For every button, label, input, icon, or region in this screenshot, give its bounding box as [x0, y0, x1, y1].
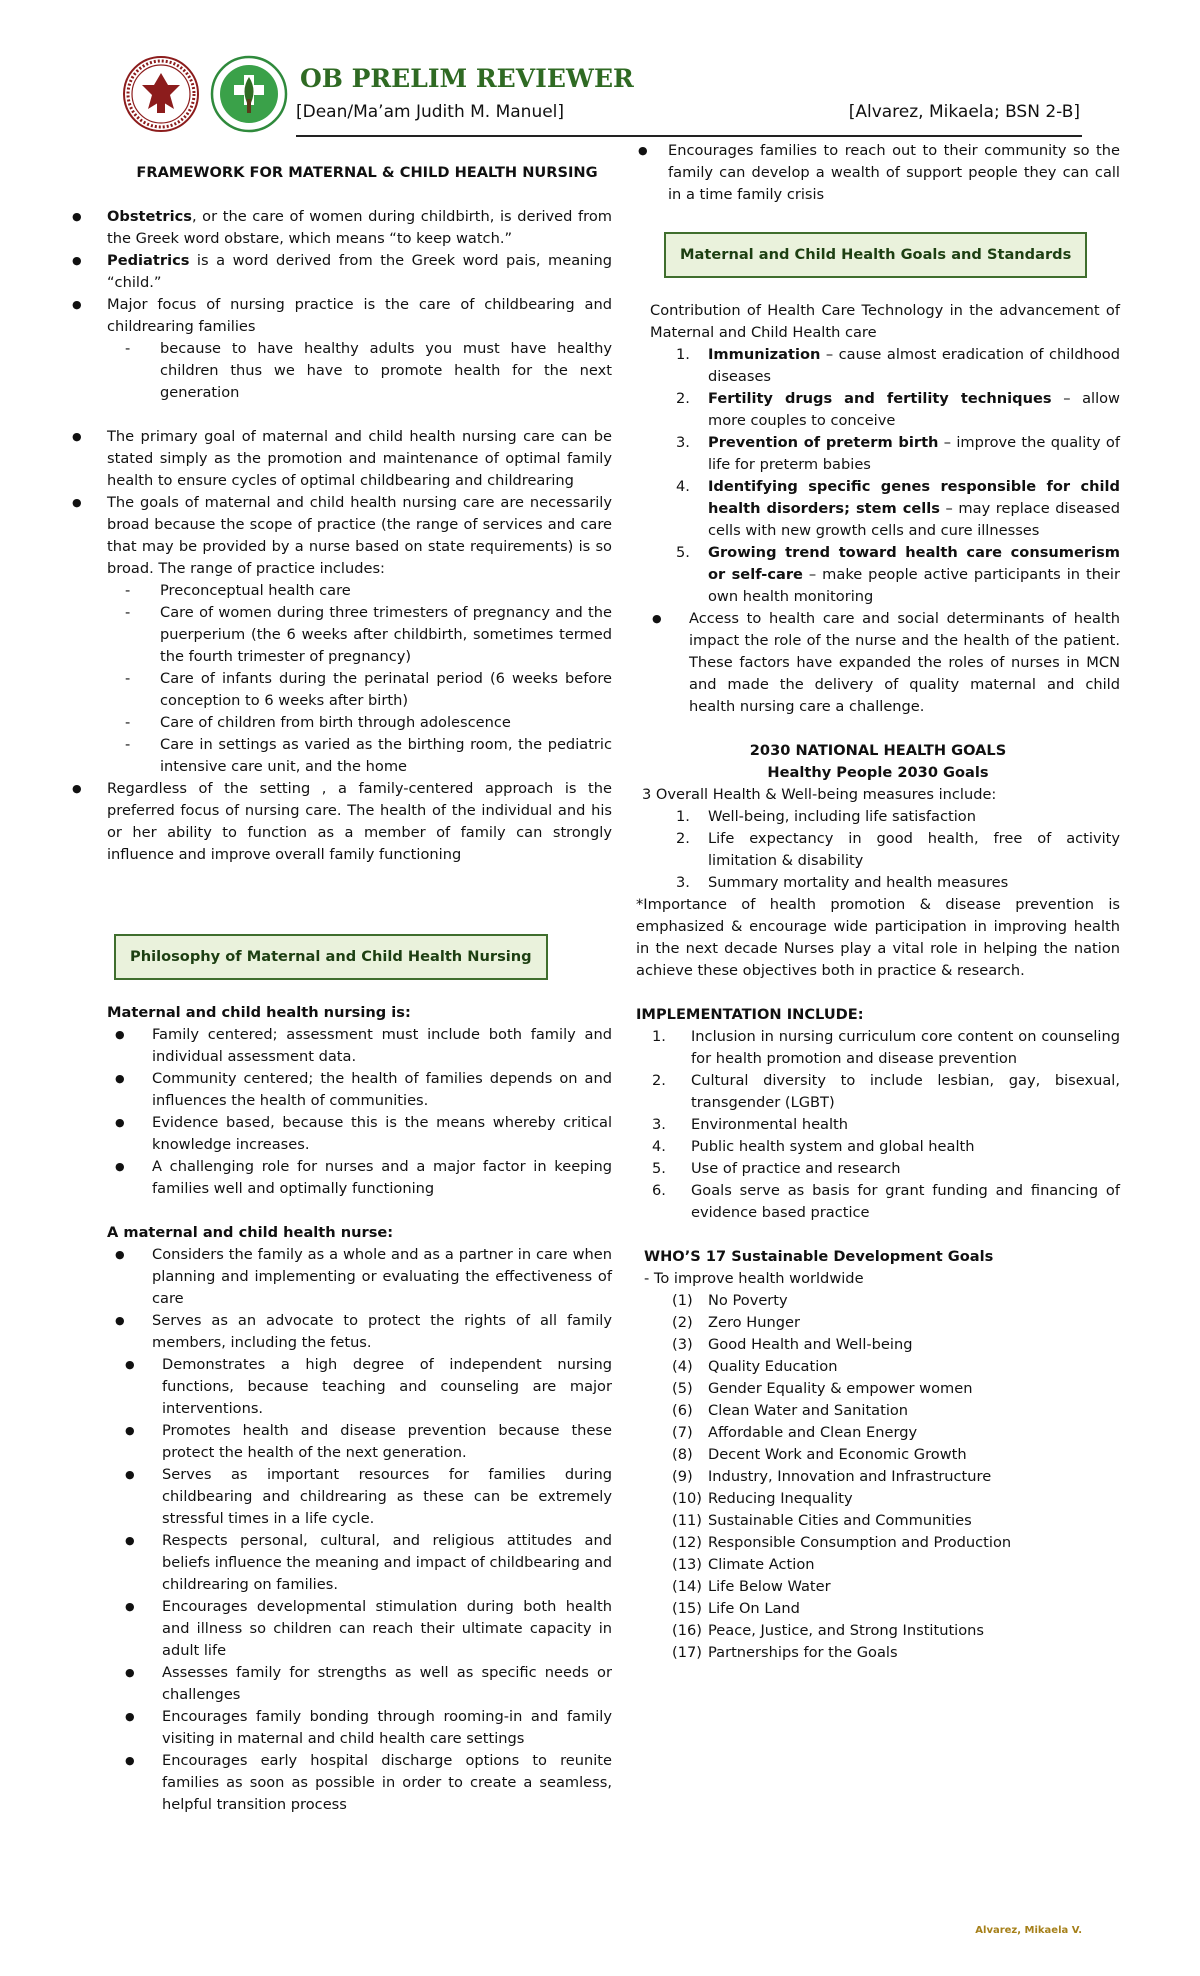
list-item [636, 1136, 1120, 1158]
item-text: Life On Land [708, 1600, 800, 1617]
item-number: (2) [672, 1314, 693, 1331]
scope-list [70, 580, 612, 778]
sdg-intro: - To improve health worldwide [644, 1270, 864, 1287]
list-item [636, 828, 1120, 872]
goal-bullets [70, 426, 612, 580]
item-number: 4. [652, 1138, 666, 1155]
term-pediatrics: Pediatrics [107, 252, 190, 269]
item-text: Gender Equality & empower women [708, 1380, 973, 1397]
item-text: Clean Water and Sanitation [708, 1402, 909, 1419]
list-item [636, 1444, 1120, 1466]
item-text: – improve the quality of life for preterm babies [708, 434, 1120, 473]
list-item [636, 1576, 1120, 1598]
item-number: 3. [676, 434, 690, 451]
list-item: ● Major focus of nursing practice is the care of childbearing and childrearing families [70, 294, 612, 338]
item-text: Partnerships for the Goals [708, 1644, 898, 1661]
document-header [122, 52, 1082, 136]
list-item: ● Serves as important resources for families during childbearing and childrearing as these can be extremely stressful times in a life cycle. [125, 1464, 612, 1530]
item-text: – cause almost eradication of childhood diseases [708, 346, 1120, 385]
list-item [636, 1532, 1120, 1554]
item-text: Life expectancy in good health, free of activity limitation & disability [708, 830, 1120, 869]
list-item [636, 1070, 1120, 1114]
list-item [636, 1180, 1120, 1224]
item-term: Growing trend toward health care consumerism or self-care [708, 544, 1120, 583]
item-number: (3) [672, 1336, 693, 1353]
item-text: Summary mortality and health measures [708, 874, 1009, 891]
item-text: No Poverty [708, 1292, 788, 1309]
list-item: ● Considers the family as a whole and as a partner in care when planning and implementing or evaluating the effectiveness of care [115, 1244, 612, 1310]
list-item [70, 206, 612, 250]
bullet-text: is a word derived from the Greek word pais, meaning “child.” [107, 252, 612, 291]
item-number: (16) [672, 1622, 702, 1639]
support-bullet [636, 140, 1120, 206]
item-text: Good Health and Well-being [708, 1336, 913, 1353]
technology-list [636, 344, 1120, 608]
mchn-is-heading: Maternal and child health nursing is: [107, 1004, 411, 1021]
item-number: 1. [676, 808, 690, 825]
implementation-heading: IMPLEMENTATION INCLUDE: [636, 1006, 864, 1023]
framework-heading: FRAMEWORK FOR MATERNAL & CHILD HEALTH NURSING [136, 164, 598, 181]
goals-standards-box: Maternal and Child Health Goals and Standards [664, 232, 1087, 278]
item-number: (1) [672, 1292, 693, 1309]
list-item [636, 1158, 1120, 1180]
sdg-list [636, 1290, 1120, 1664]
document-title: OB PRELIM REVIEWER [300, 64, 634, 93]
item-text: Peace, Justice, and Strong Institutions [708, 1622, 984, 1639]
list-item [70, 250, 612, 294]
item-text: Sustainable Cities and Communities [708, 1512, 972, 1529]
item-number: 4. [676, 478, 690, 495]
item-number: 5. [676, 544, 690, 561]
nurse-list-a [70, 1244, 612, 1354]
list-item [636, 1026, 1120, 1070]
list-item [636, 1422, 1120, 1444]
list-item: - because to have healthy adults you must have healthy children thus we have to promote health for the next generation [70, 338, 612, 404]
item-text: Inclusion in nursing curriculum core content on counseling for health promotion and disease prevention [691, 1028, 1120, 1067]
list-item: ● Evidence based, because this is the means whereby critical knowledge increases. [115, 1112, 612, 1156]
list-item [636, 1510, 1120, 1532]
item-number: (7) [672, 1424, 693, 1441]
item-number: (14) [672, 1578, 702, 1595]
item-text: Life Below Water [708, 1578, 831, 1595]
item-number: 5. [652, 1160, 666, 1177]
item-number: 3. [652, 1116, 666, 1133]
list-item [636, 344, 1120, 388]
healthy-people-title: Healthy People 2030 Goals [767, 764, 989, 781]
item-text: Affordable and Clean Energy [708, 1424, 918, 1441]
measures-intro: 3 Overall Health & Well-being measures include: [642, 786, 997, 803]
item-number: (12) [672, 1534, 702, 1551]
list-item: - Care of infants during the perinatal period (6 weeks before conception to 6 weeks after birth) [70, 668, 612, 712]
access-bullet [636, 608, 1120, 718]
list-item [636, 1554, 1120, 1576]
implementation-list [636, 1026, 1120, 1224]
item-term: Immunization [708, 346, 821, 363]
list-item [636, 806, 1120, 828]
term-obstetrics: Obstetrics [107, 208, 192, 225]
technology-intro: Contribution of Health Care Technology in the advancement of Maternal and Child Health care [650, 302, 1120, 341]
item-number: (10) [672, 1490, 702, 1507]
list-item [636, 432, 1120, 476]
list-item: ● Access to health care and social determinants of health impact the role of the nurse and the health of the patient. These factors have expanded the roles of nurses in MCN and made the delivery of quality maternal and child health nursing care a challenge. [652, 608, 1120, 718]
list-item: ● Community centered; the health of families depends on and influences the health of communities. [115, 1068, 612, 1112]
list-item: ● Encourages families to reach out to their community so the family can develop a wealth of support people they can call in a time family crisis [636, 140, 1120, 206]
item-number: 2. [652, 1072, 666, 1089]
list-item [636, 388, 1120, 432]
item-text: Responsible Consumption and Production [708, 1534, 1012, 1551]
item-text: Industry, Innovation and Infrastructure [708, 1468, 992, 1485]
item-text: Reducing Inequality [708, 1490, 853, 1507]
item-text: Environmental health [691, 1116, 849, 1133]
item-number: (5) [672, 1380, 693, 1397]
item-text: Climate Action [708, 1556, 815, 1573]
item-text: Zero Hunger [708, 1314, 800, 1331]
list-item: - Care of women during three trimesters of pregnancy and the puerperium (the 6 weeks after childbirth, sometimes termed the fourth trimester of pregnancy) [70, 602, 612, 668]
item-text: Public health system and global health [691, 1138, 975, 1155]
mchn-is-list [70, 1024, 612, 1200]
list-item: - Care of children from birth through adolescence [70, 712, 612, 734]
list-item: ● Regardless of the setting , a family-centered approach is the preferred focus of nursing care. The health of the individual and his or her ability to function as a member of family can strongly influence and improve overall family functioning [70, 778, 612, 866]
list-item: ● The primary goal of maternal and child health nursing care can be stated simply as the promotion and maintenance of optimal family health to ensure cycles of optimal childbearing and childrearing [70, 426, 612, 492]
right-column [636, 140, 1120, 1664]
item-text: Quality Education [708, 1358, 838, 1375]
item-term: Identifying specific genes responsible for child health disorders; stem cells [708, 478, 1120, 517]
university-seal-logo [122, 55, 200, 133]
item-number: 1. [676, 346, 690, 363]
item-number: (6) [672, 1402, 693, 1419]
list-item [636, 1334, 1120, 1356]
importance-note: *Importance of health promotion & disease prevention is emphasized & encourage wide participation in improving health in the next decade Nurses play a vital role in helping the nation achieve these objectives both in practice & research. [636, 896, 1120, 979]
item-text: – allow more couples to conceive [708, 390, 1120, 429]
nurse-heading: A maternal and child health nurse: [107, 1224, 394, 1241]
item-text: Decent Work and Economic Growth [708, 1446, 967, 1463]
list-item: ● Demonstrates a high degree of independent nursing functions, because teaching and counseling are major interventions. [125, 1354, 612, 1420]
national-goals-title: 2030 NATIONAL HEALTH GOALS [749, 742, 1007, 759]
list-item [636, 1378, 1120, 1400]
item-number: (17) [672, 1644, 702, 1661]
item-number: 2. [676, 830, 690, 847]
list-item [636, 1290, 1120, 1312]
list-item: ● Respects personal, cultural, and religious attitudes and beliefs influence the meaning and impact of childbearing and childrearing on families. [125, 1530, 612, 1596]
item-text: Goals serve as basis for grant funding and financing of evidence based practice [691, 1182, 1120, 1221]
item-term: Prevention of preterm birth [708, 434, 939, 451]
list-item [636, 1400, 1120, 1422]
list-item: ● A challenging role for nurses and a major factor in keeping families well and optimally functioning [115, 1156, 612, 1200]
item-number: 3. [676, 874, 690, 891]
item-number: (15) [672, 1600, 702, 1617]
item-number: (8) [672, 1446, 693, 1463]
item-text: Use of practice and research [691, 1160, 901, 1177]
item-term: Fertility drugs and fertility techniques [708, 390, 1052, 407]
list-item [636, 1466, 1120, 1488]
list-item [636, 1114, 1120, 1136]
list-item [636, 872, 1120, 894]
list-item: ● Promotes health and disease prevention because these protect the health of the next generation. [125, 1420, 612, 1464]
item-number: (11) [672, 1512, 702, 1529]
student-name: [Alvarez, Mikaela; BSN 2-B] [848, 102, 1080, 122]
list-item: - Care in settings as varied as the birthing room, the pediatric intensive care unit, and the home [70, 734, 612, 778]
item-number: (9) [672, 1468, 693, 1485]
sub-list [70, 338, 612, 404]
item-text: – may replace diseased cells with new growth cells and cure illnesses [708, 500, 1120, 539]
family-centered-bullet [70, 778, 612, 866]
item-text: Well-being, including life satisfaction [708, 808, 976, 825]
list-item [636, 1598, 1120, 1620]
author-signature: Alvarez, Mikaela V. [975, 1925, 1082, 1936]
sdg-heading: WHO’S 17 Sustainable Development Goals [644, 1248, 994, 1265]
item-text: – make people active participants in their own health monitoring [708, 566, 1120, 605]
list-item: ● The goals of maternal and child health nursing care are necessarily broad because the scope of practice (the range of services and care that may be provided by a nurse based on state requirements) is so broad. The range of practice includes: [70, 492, 612, 580]
list-item [636, 542, 1120, 608]
philosophy-box: Philosophy of Maternal and Child Health Nursing [114, 934, 548, 980]
list-item [636, 1356, 1120, 1378]
list-item [636, 1642, 1120, 1664]
list-item: ● Encourages developmental stimulation during both health and illness so children can reach their ultimate capacity in adult life [125, 1596, 612, 1662]
list-item: ● Family centered; assessment must include both family and individual assessment data. [115, 1024, 612, 1068]
left-column [70, 162, 612, 1816]
list-item: ● Serves as an advocate to protect the rights of all family members, including the fetus. [115, 1310, 612, 1354]
item-text: Cultural diversity to include lesbian, gay, bisexual, transgender (LGBT) [691, 1072, 1120, 1111]
list-item [636, 476, 1120, 542]
nurse-list-b [70, 1354, 612, 1816]
list-item: - Preconceptual health care [70, 580, 612, 602]
list-item [636, 1312, 1120, 1334]
item-number: 2. [676, 390, 690, 407]
list-item [636, 1488, 1120, 1510]
item-number: 6. [652, 1182, 666, 1199]
instructor-name: [Dean/Ma’am Judith M. Manuel] [296, 102, 565, 122]
item-number: (13) [672, 1556, 702, 1573]
list-item: ● Assesses family for strengths as well as specific needs or challenges [125, 1662, 612, 1706]
framework-bullets [70, 206, 612, 338]
item-number: (4) [672, 1358, 693, 1375]
measures-list [636, 806, 1120, 894]
college-of-nursing-logo [210, 55, 288, 133]
list-item: ● Encourages family bonding through rooming-in and family visiting in maternal and child health care settings [125, 1706, 612, 1750]
list-item [636, 1620, 1120, 1642]
header-divider [296, 135, 1082, 137]
item-number: 1. [652, 1028, 666, 1045]
bullet-text: , or the care of women during childbirth, is derived from the Greek word obstare, which means “to keep watch.” [107, 208, 612, 247]
list-item: ● Encourages early hospital discharge options to reunite families as soon as possible in order to create a seamless, helpful transition process [125, 1750, 612, 1816]
